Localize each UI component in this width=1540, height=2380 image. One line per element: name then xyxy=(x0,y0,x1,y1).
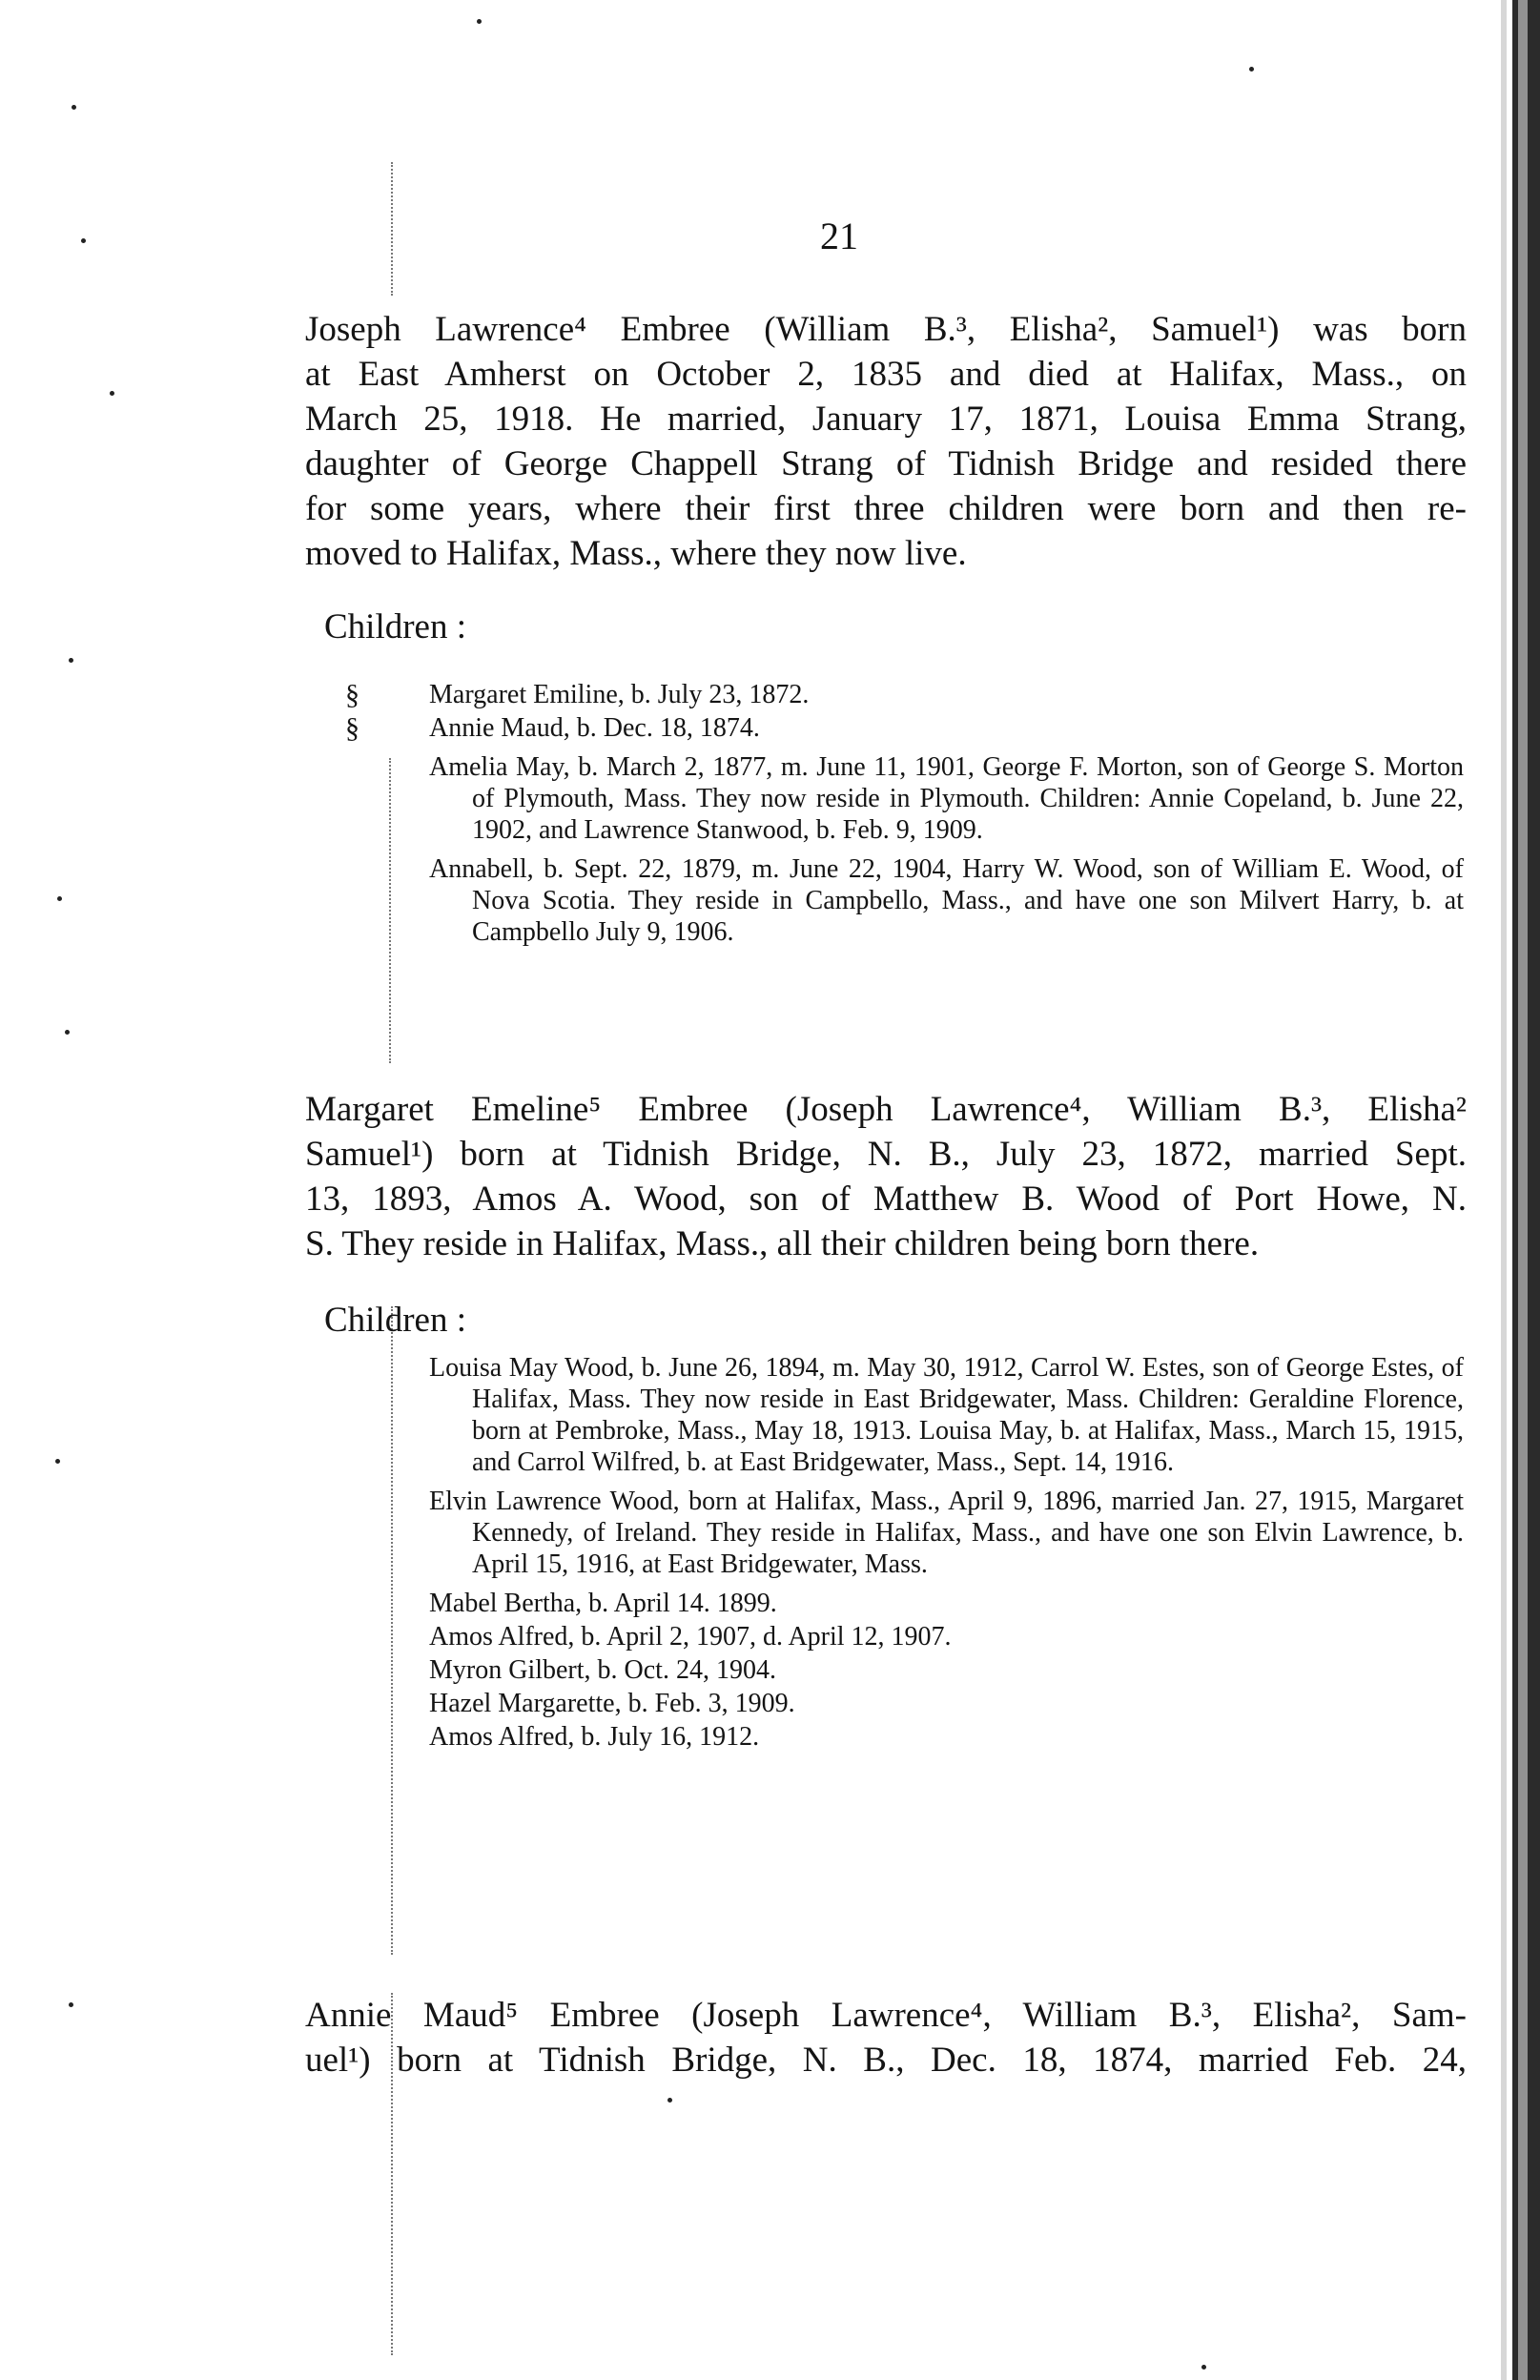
scan-speck xyxy=(1249,67,1254,72)
scan-speck xyxy=(1201,2365,1206,2370)
gutter-line xyxy=(391,1306,393,1955)
paragraph-joseph-lawrence xyxy=(305,307,1467,576)
gutter-line xyxy=(391,162,393,296)
section-mark: § xyxy=(345,712,359,744)
scan-speck xyxy=(110,391,114,396)
scan-speck xyxy=(65,1030,70,1035)
text-line: daughter of George Chappell Strang of Tidnish Bridge and resided there xyxy=(305,444,1467,483)
scan-speck xyxy=(477,19,482,24)
scan-speck xyxy=(57,896,62,901)
page-number: 21 xyxy=(820,215,858,257)
list-item: Amos Alfred, b. April 2, 1907, d. April 12, 1907. xyxy=(429,1622,952,1652)
text-line: moved to Halifax, Mass., where they now live. xyxy=(305,534,967,573)
text-line: uel¹) born at Tidnish Bridge, N. B., Dec. 18, 1874, married Feb. 24, xyxy=(305,2041,1467,2080)
list-item: Louisa May Wood, b. June 26, 1894, m. May 30, 1912, Carrol W. Estes, son of George Estes, of Halifax, Mass. They now reside in East Bridgewater, Mass. Children: Geraldine Florence, born at Pembroke, Mass., May 18, 1913. Louisa May, b. at Halifax, Mass., March 15, 1915, and Carrol Wilfred, b. at East Bridgewater, Mass., Sept. 14, 1916. xyxy=(429,1353,1464,1477)
scan-speck xyxy=(72,105,76,110)
scan-speck xyxy=(55,1459,60,1464)
children-list-margaret xyxy=(429,1352,1464,1754)
list-item: Annabell, b. Sept. 22, 1879, m. June 22, 1904, Harry W. Wood, son of William E. Wood, of Nova Scotia. They reside in Campbello, Mass., and have one son Milvert Harry, b. at Campbello July 9, 1906. xyxy=(429,854,1464,947)
scan-edge-noise xyxy=(1495,0,1540,2380)
list-item: Elvin Lawrence Wood, born at Halifax, Mass., April 9, 1896, married Jan. 27, 1915, Margaret Kennedy, of Ireland. They reside in Halifax, Mass., and have one son Elvin Lawrence, b. April 15, 1916, at East Bridgewater, Mass. xyxy=(429,1487,1464,1579)
children-label: Children : xyxy=(324,1301,467,1340)
list-item: Myron Gilbert, b. Oct. 24, 1904. xyxy=(429,1655,776,1685)
text-line: Margaret Emeline⁵ Embree (Joseph Lawrence⁴, William B.³, Elisha² xyxy=(305,1090,1467,1129)
text-line: Annie Maud⁵ Embree (Joseph Lawrence⁴, William B.³, Elisha², Sam- xyxy=(305,1996,1467,2035)
list-item: Amos Alfred, b. July 16, 1912. xyxy=(429,1722,760,1752)
gutter-line xyxy=(389,758,391,1063)
text-line: 13, 1893, Amos A. Wood, son of Matthew B. Wood of Port Howe, N. xyxy=(305,1180,1467,1219)
section-mark: § xyxy=(345,679,359,710)
scan-speck xyxy=(69,2002,73,2007)
scan-speck xyxy=(667,2098,672,2103)
text-line: for some years, where their first three children were born and then re- xyxy=(305,489,1467,528)
scan-speck xyxy=(69,658,73,663)
list-item: Amelia May, b. March 2, 1877, m. June 11, 1901, George F. Morton, son of George S. Morton of Plymouth, Mass. They now reside in Plymouth. Children: Annie Copeland, b. June 22, 1902, and Lawrence Stanwood, b. Feb. 9, 1909. xyxy=(429,752,1464,845)
text-line: at East Amherst on October 2, 1835 and died at Halifax, Mass., on xyxy=(305,355,1467,394)
children-list-joseph xyxy=(429,679,1464,955)
text-line: S. They reside in Halifax, Mass., all their children being born there. xyxy=(305,1224,1260,1263)
list-item: Mabel Bertha, b. April 14. 1899. xyxy=(429,1589,777,1618)
paragraph-margaret-emeline xyxy=(305,1087,1467,1266)
scan-speck xyxy=(81,238,86,243)
list-item: Hazel Margarette, b. Feb. 3, 1909. xyxy=(429,1689,795,1718)
text-line: Samuel¹) born at Tidnish Bridge, N. B., July 23, 1872, married Sept. xyxy=(305,1135,1467,1174)
text-line: March 25, 1918. He married, January 17, 1871, Louisa Emma Strang, xyxy=(305,400,1467,439)
text-line: Joseph Lawrence⁴ Embree (William B.³, Elisha², Samuel¹) was born xyxy=(305,310,1467,349)
paragraph-annie-maud xyxy=(305,1993,1467,2082)
children-label: Children : xyxy=(324,607,467,646)
list-item: Margaret Emiline, b. July 23, 1872. xyxy=(429,680,810,709)
list-item: Annie Maud, b. Dec. 18, 1874. xyxy=(429,713,760,743)
